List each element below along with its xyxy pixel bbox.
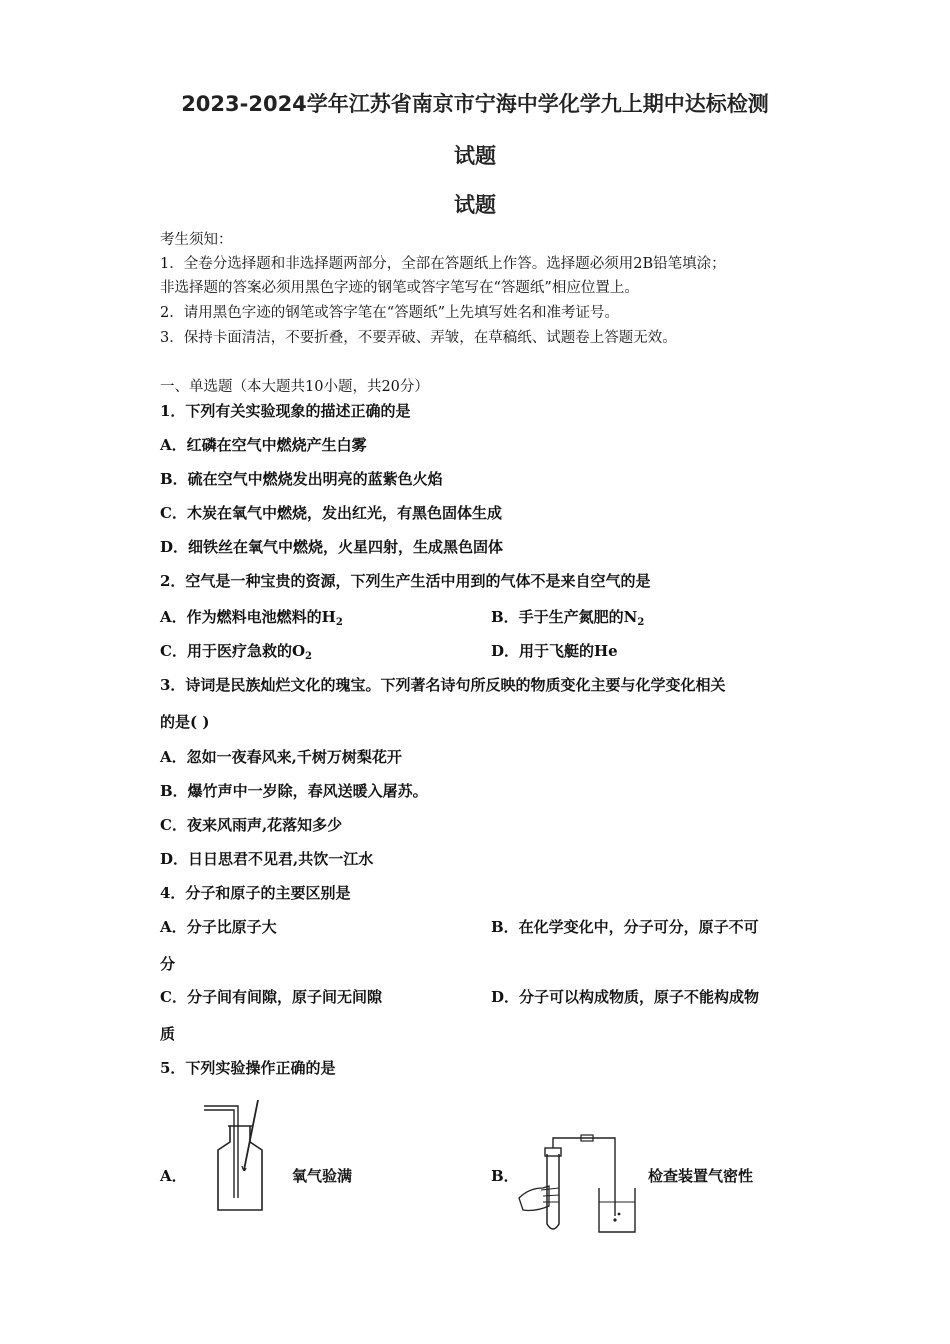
q3-option-a: A．忽如一夜春风来,千树万树梨花开 xyxy=(160,748,402,766)
q3-stem: 3．诗词是民族灿烂文化的瑰宝。下列著名诗句所反映的物质变化主要与化学变化相关 xyxy=(160,676,726,694)
gas-bottle-figure xyxy=(200,1098,270,1216)
q4-option-c: C．分子间有间隙，原子间无间隙 xyxy=(160,988,382,1006)
q2-option-c: C．用于医疗急救的$O_2$ xyxy=(160,642,312,662)
notice-line-4: 3．保持卡面清洁，不要折叠，不要弄破、弄皱，在草稿纸、试题卷上答题无效。 xyxy=(160,330,677,346)
notice-line-1: 1．全卷分选择题和非选择题两部分，全部在答题纸上作答。选择题必须用2B铅笔填涂； xyxy=(160,256,726,272)
q3-option-d: D．日日思君不见君,共饮一江水 xyxy=(160,850,374,868)
notice-line-2: 非选择题的答案必须用黑色字迹的钢笔或答字笔写在“答题纸”相应位置上。 xyxy=(160,280,639,296)
q4-option-a: A．分子比原子大 xyxy=(160,918,277,936)
q4-option-b-cont: 分 xyxy=(160,955,176,973)
page-title-line2: 试题 xyxy=(454,144,496,168)
q4-option-b: B．在化学变化中，分子可分，原子不可 xyxy=(491,918,759,936)
notice-line-3: 2．请用黑色字迹的钢笔或答字笔在“答题纸”上先填写姓名和准考证号。 xyxy=(160,305,620,321)
q1-option-b: B．硫在空气中燃烧发出明亮的蓝紫色火焰 xyxy=(160,470,443,488)
notice-heading: 考生须知： xyxy=(160,232,233,248)
q2-stem: 2．空气是一种宝贵的资源，下列生产生活中用到的气体不是来自空气的是 xyxy=(160,572,651,590)
q5-option-a-text: 氧气验满 xyxy=(292,1167,353,1185)
airtightness-check-figure xyxy=(515,1128,645,1238)
q3-option-c: C．夜来风雨声,花落知多少 xyxy=(160,816,343,834)
q2-option-b: B．手于生产氮肥的$N_2$ xyxy=(491,608,645,628)
q5-stem: 5．下列实验操作正确的是 xyxy=(160,1059,336,1077)
q5-option-a-label: A． xyxy=(160,1167,187,1185)
q4-option-d: D．分子可以构成物质，原子不能构成物 xyxy=(491,988,760,1006)
q4-option-d-cont: 质 xyxy=(160,1025,176,1043)
q2-option-d: D．用于飞艇的He xyxy=(491,642,618,660)
q1-option-a: A．红磷在空气中燃烧产生白雾 xyxy=(160,436,367,454)
q5-option-b-label: B． xyxy=(491,1167,519,1185)
q3-option-b: B．爆竹声中一岁除，春风送暖入屠苏。 xyxy=(160,782,428,800)
section-heading: 一、单选题（本大题共10小题，共20分） xyxy=(160,379,429,395)
q1-option-c: C．木炭在氧气中燃烧，发出红光，有黑色固体生成 xyxy=(160,504,502,522)
q1-stem: 1．下列有关实验现象的描述正确的是 xyxy=(160,402,411,420)
q5-option-b-text: 检查装置气密性 xyxy=(648,1167,754,1185)
q3-stem-cont: 的是( ) xyxy=(160,713,210,731)
q1-option-d: D．细铁丝在氧气中燃烧，火星四射，生成黑色固体 xyxy=(160,538,504,556)
page-subtitle: 试题 xyxy=(454,193,496,217)
q4-stem: 4．分子和原子的主要区别是 xyxy=(160,884,351,902)
q2-option-a: A．作为燃料电池燃料的$H_2$ xyxy=(160,608,343,628)
page-title: 2023-2024学年江苏省南京市宁海中学化学九上期中达标检测 xyxy=(181,92,769,116)
